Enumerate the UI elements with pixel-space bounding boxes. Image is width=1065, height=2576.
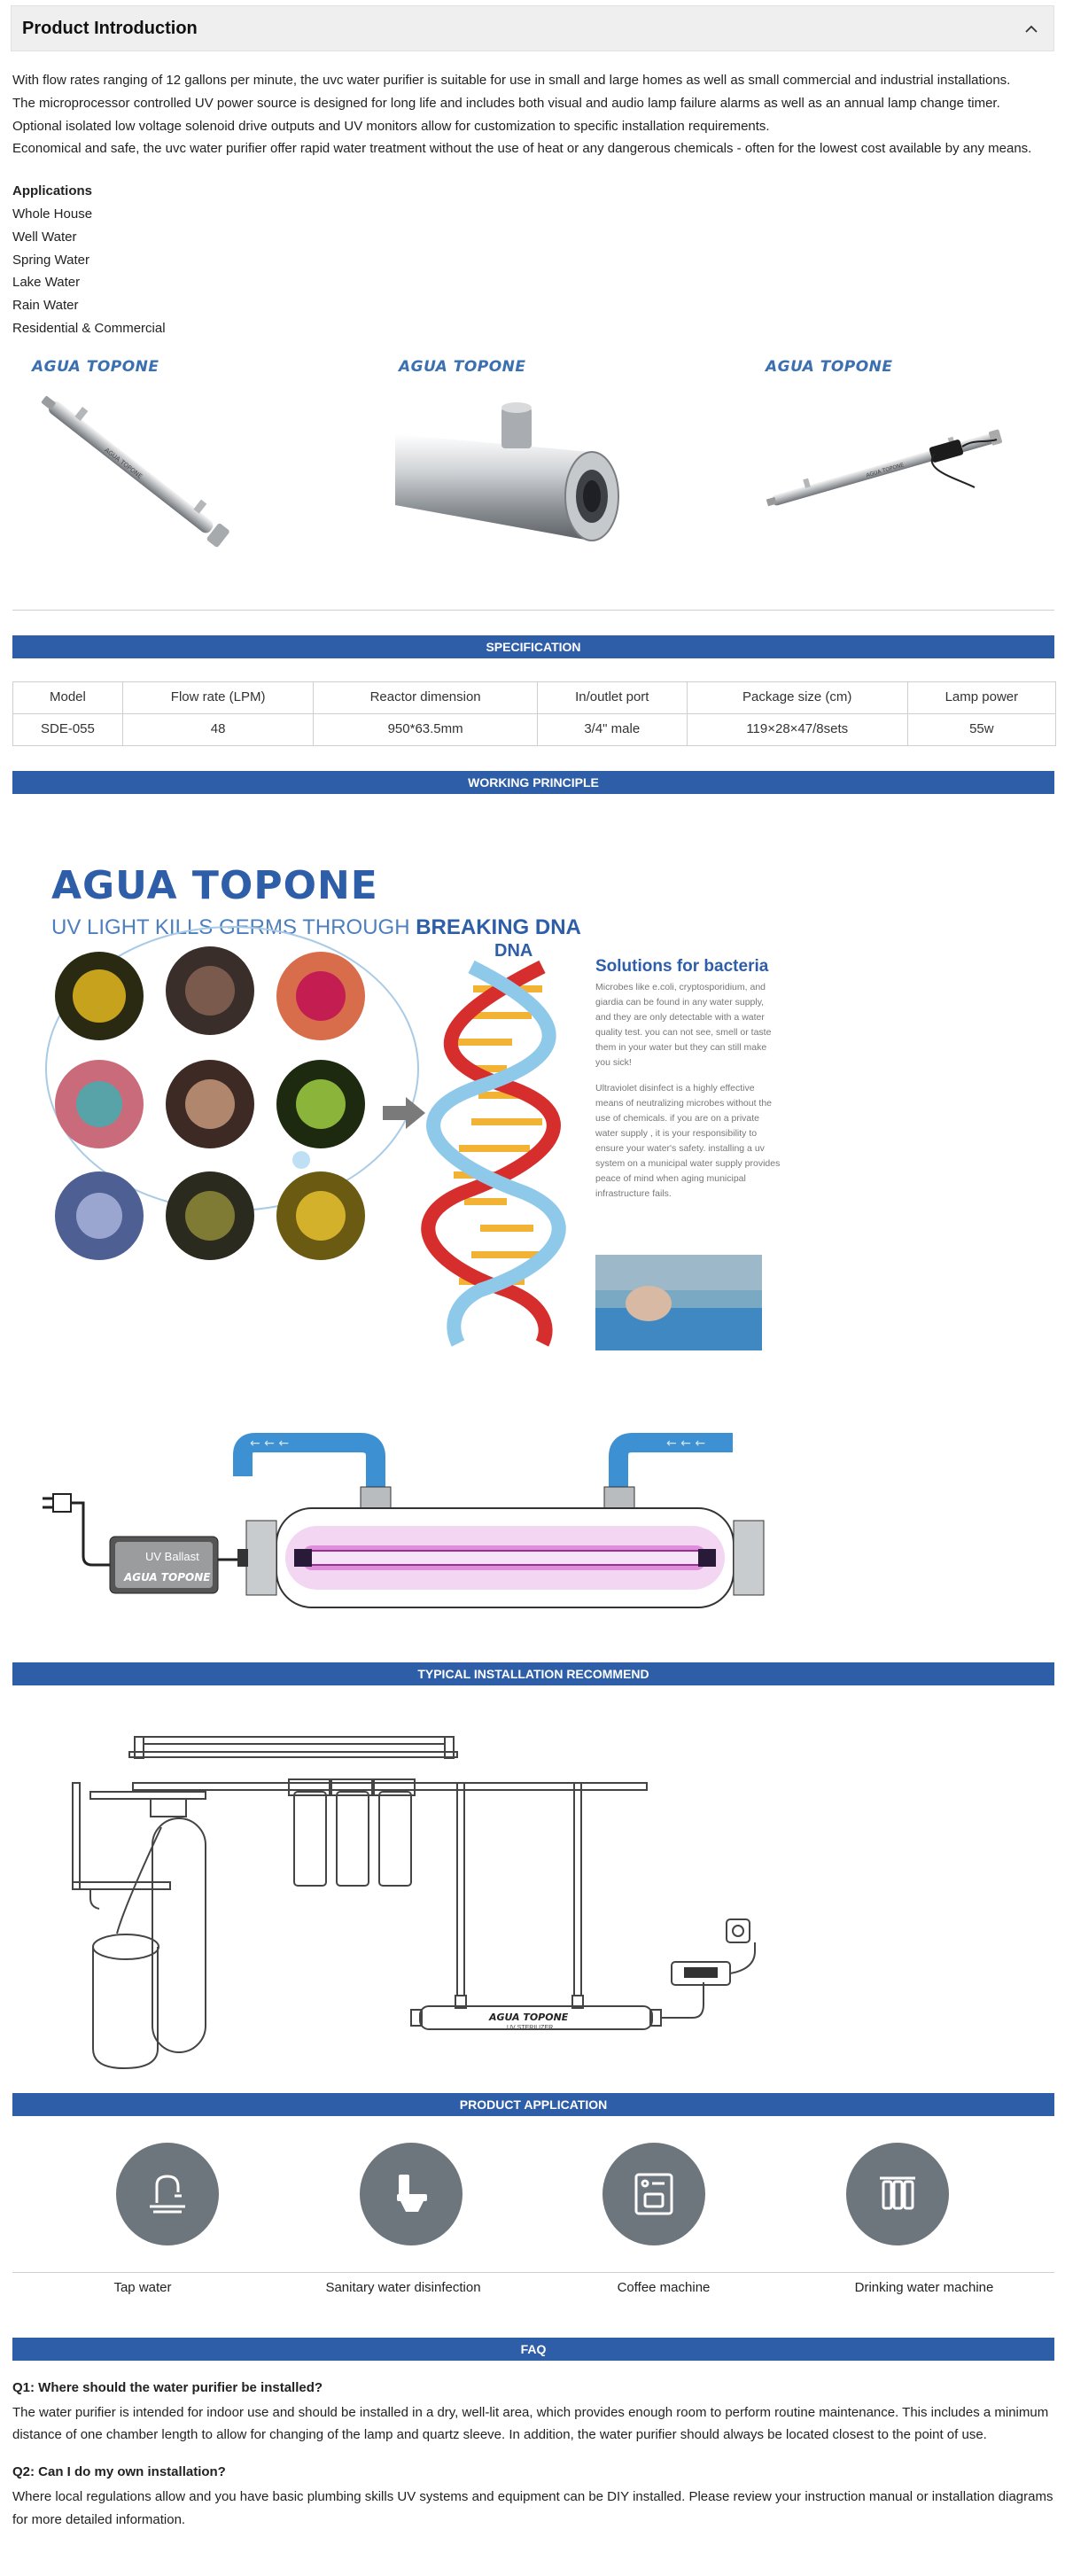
application-item: Residential & Commercial (12, 320, 166, 336)
table-header-cell: Package size (cm) (687, 681, 907, 713)
application-coffee-machine (534, 2143, 773, 2245)
intro-paragraph: Economical and safe, the uvc water purifier offer rapid water treatment without the use of heat or any dangerous chemicals - often for the lowest cost available by any means. (12, 141, 1032, 157)
application-label: Sanitary water disinfection (325, 2279, 481, 2295)
table-header-cell: Flow rate (LPM) (122, 681, 314, 713)
product-images (11, 354, 1054, 587)
table-header-cell: In/outlet port (537, 681, 687, 713)
application-item: Spring Water (12, 252, 89, 268)
ballast-label: UV Ballast (145, 1549, 199, 1563)
brand-logo: AGUA TOPONE (32, 357, 159, 376)
table-header-cell: Lamp power (907, 681, 1055, 713)
table-cell: 119×28×47/8sets (687, 713, 907, 745)
svg-text:AGUA TOPONE: AGUA TOPONE (103, 446, 144, 480)
application-item: Whole House (12, 206, 93, 222)
table-header-cell: Reactor dimension (314, 681, 537, 713)
application-drinking-water-machine (778, 2143, 1017, 2245)
table-cell: 48 (122, 713, 314, 745)
svg-text:AGUA TOPONE: AGUA TOPONE (865, 462, 906, 479)
section-bar-product-application: PRODUCT APPLICATION (12, 2093, 1054, 2116)
faucet-icon (116, 2143, 219, 2245)
accordion-header[interactable] (11, 5, 1054, 51)
dna-label: DNA (494, 940, 533, 961)
faq-answer: Where local regulations allow and you have basic plumbing skills UV systems and equipment can be DIY installed. Please review your instruction manual or installation diagrams for more detailed information. (12, 2488, 1053, 2527)
section-bar-specification: SPECIFICATION (12, 635, 1054, 658)
product-application (11, 2116, 1054, 2338)
section-bar-installation: TYPICAL INSTALLATION RECOMMEND (12, 1662, 1054, 1685)
application-labels (12, 2272, 1054, 2300)
installation-unit-brand: AGUA TOPONE (489, 2011, 569, 2023)
intro-paragraph: The microprocessor controlled UV power source is designed for long life and includes both visual and audio lamp failure alarms as well as an annual lamp change timer. (12, 95, 1000, 111)
ballast-brand: AGUA TOPONE (124, 1570, 211, 1584)
brand-logo: AGUA TOPONE (766, 357, 893, 376)
working-tagline-light: UV LIGHT KILLS GERMS THROUGH (51, 914, 416, 939)
faq-answer: The water purifier is intended for indoor use and should be installed in a dry, well-lit area, which provides enough room to perform routine maintenance. This includes a minimum distance of one chamber length to allow for changing of the lamp and quartz sleeve. In addition, the water purifier should always be located closest to the point of use. (12, 2404, 1049, 2443)
table-header-cell: Model (13, 681, 123, 713)
table-cell: SDE-055 (13, 713, 123, 745)
solutions-text-2: Ultraviolet disinfect is a highly effective means of neutralizing microbes without the use of chemicals. if you are on a private water supply , it is your responsibility to ensure your water's safety. installing a uv system on a municipal water supply provides peace of mind when aging municipal infrastructure fails. (595, 1082, 781, 1199)
intro-paragraph: With flow rates ranging of 12 gallons per minute, the uvc water purifier is suitable for use in small and large homes as well as small commercial and industrial installations. (12, 73, 1011, 88)
product-image-closeup (386, 354, 679, 587)
product-image-diagonal (19, 354, 312, 587)
table-cell: 3/4" male (537, 713, 687, 745)
section-bar-working-principle: WORKING PRINCIPLE (12, 771, 1054, 794)
svg-text:← ← ←: ← ← ← (666, 1436, 706, 1451)
spec-table (12, 681, 1056, 746)
faq-list (11, 2361, 1054, 2532)
faq-question: Q1: Where should the water purifier be installed? (12, 2379, 323, 2395)
solutions-title: Solutions for bacteria (595, 956, 769, 976)
brand-logo: AGUA TOPONE (399, 357, 526, 376)
product-image-with-ballast (753, 354, 1046, 587)
coffee-machine-icon (602, 2143, 705, 2245)
toilet-icon (360, 2143, 463, 2245)
svg-text:UV LIGHT KILLS GERMS THROUGH B (51, 915, 581, 939)
divider (12, 610, 1054, 611)
accordion-title: Product Introduction (22, 18, 198, 38)
faq-question: Q2: Can I do my own installation? (12, 2464, 226, 2480)
application-label: Drinking water machine (854, 2279, 994, 2295)
working-brand-logo: AGUA TOPONE (51, 862, 378, 908)
application-item: Lake Water (12, 275, 81, 291)
table-row (13, 713, 1056, 745)
table-header-row (13, 681, 1056, 713)
water-filter-icon (846, 2143, 949, 2245)
application-tap-water (48, 2143, 287, 2245)
solutions-text-1: Microbes like e.coli, cryptosporidium, and giardia can be found in any water supply, and they are only detectable with a water quality test. you can not see, smell or taste them in your water but they can still make you sick! (595, 981, 772, 1068)
application-item: Rain Water (12, 298, 79, 314)
application-label: Coffee machine (617, 2279, 711, 2295)
working-tagline-bold: BREAKING DNA (416, 914, 581, 939)
installation-diagram (11, 1685, 1054, 2093)
applications-list (12, 180, 1054, 340)
svg-text:← ← ←: ← ← ← (250, 1436, 290, 1451)
application-item: Well Water (12, 229, 77, 245)
table-cell: 55w (907, 713, 1055, 745)
working-principle-graphic (11, 794, 1054, 1662)
table-cell: 950*63.5mm (314, 713, 537, 745)
product-intro (11, 51, 1054, 340)
chevron-up-icon[interactable] (1022, 19, 1041, 38)
application-label: Tap water (113, 2279, 172, 2295)
applications-title: Applications (12, 183, 93, 199)
application-sanitary (292, 2143, 531, 2245)
section-bar-faq: FAQ (12, 2338, 1054, 2361)
intro-paragraph: Optional isolated low voltage solenoid drive outputs and UV monitors allow for customization to specific installation requirements. (12, 118, 770, 134)
application-icons (11, 2116, 1054, 2245)
installation-unit-sub: UV STERILIZER (507, 2024, 554, 2031)
